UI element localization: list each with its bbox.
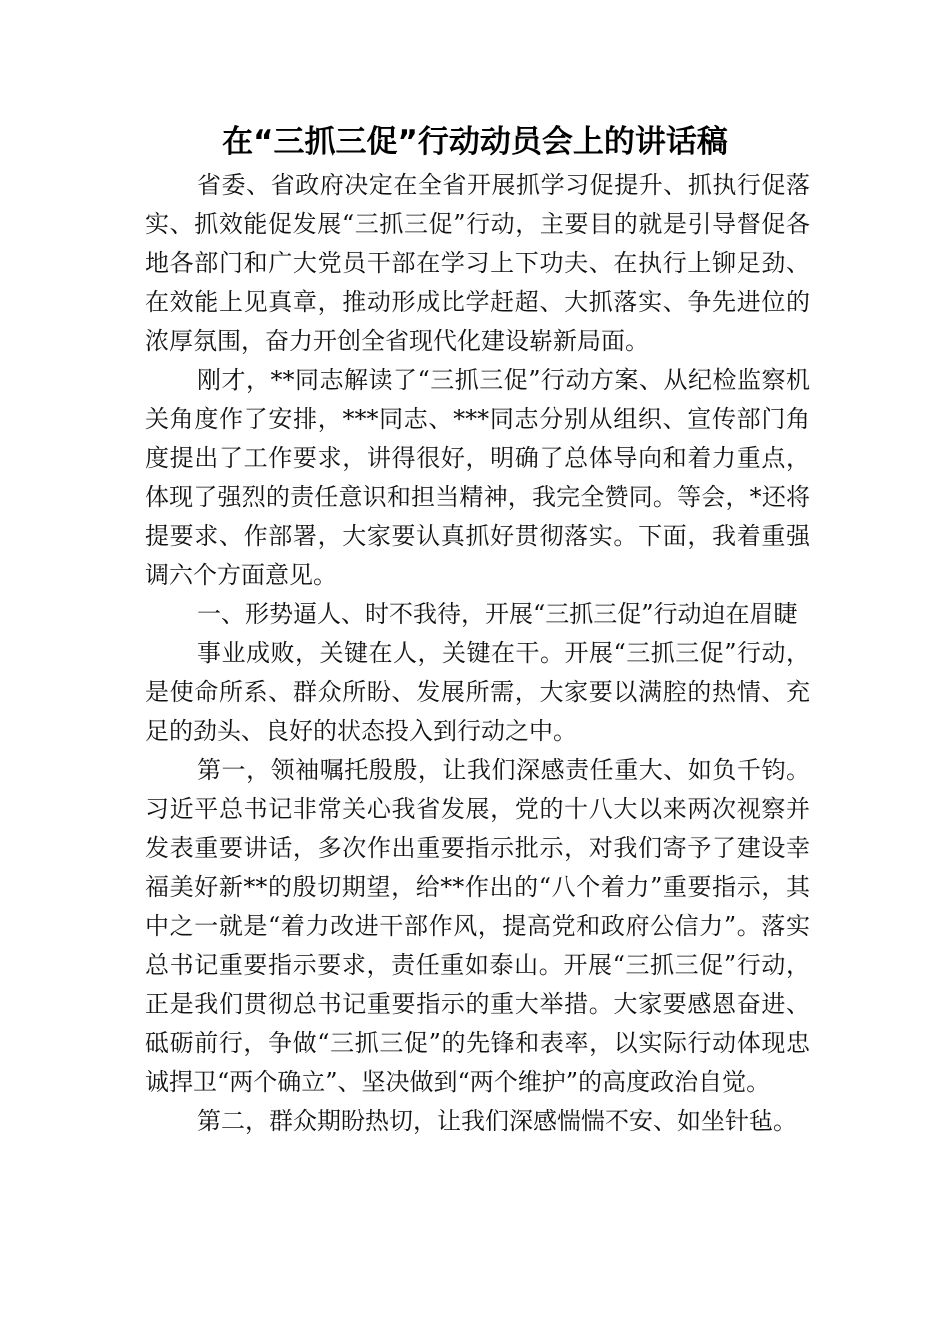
paragraph-intro: 省委、省政府决定在全省开展抓学习促提升、抓执行促落实、抓效能促发展“三抓三促”行动，主要目的就是引导督促各地各部门和广大党员干部在学习上下功夫、在执行上铆足劲、在效能上见真章，推动形成比学赶超、大抓落实、争先进位的浓厚氛围，奋力开创全省现代化建设崭新局面。	[145, 171, 810, 355]
document-title: 在“三抓三促”行动动员会上的讲话稿	[222, 124, 728, 160]
paragraph-point-1: 第一，领袖嘱托殷殷，让我们深感责任重大、如负千钧。习近平总书记非常关心我省发展，党的十八大以来两次视察并发表重要讲话，多次作出重要指示批示，对我们寄予了建设幸福美好新**的殷切期望，给**作出的“八个着力”重要指示，其中之一就是“着力改进干部作风，提高党和政府公信力”。落实总书记重要指示要求，责任重如泰山。开展“三抓三促”行动，正是我们贯彻总书记重要指示的重大举措。大家要感恩奋进、砥砺前行，争做“三抓三促”的先锋和表率，以实际行动体现忠诚捍卫“两个确立”、坚决做到“两个维护”的高度政治自觉。	[145, 756, 810, 1096]
paragraph-point-2: 第二，群众期盼热切，让我们深感惴惴不安、如坐针毡。	[197, 1107, 797, 1135]
paragraph-context: 刚才，**同志解读了“三抓三促”行动方案、从纪检监察机关角度作了安排，***同志、***同志分别从组织、宣传部门角度提出了工作要求，讲得很好，明确了总体导向和着力重点，体现了强烈的责任意识和担当精神，我完全赞同。等会，*还将提要求、作部署，大家要认真抓好贯彻落实。下面，我着重强调六个方面意见。	[145, 366, 810, 589]
document-body	[145, 166, 810, 1141]
paragraph-section-1-intro: 事业成败，关键在人，关键在干。开展“三抓三促”行动，是使命所系、群众所盼、发展所需，大家要以满腔的热情、充足的劲头、良好的状态投入到行动之中。	[145, 639, 810, 745]
section-heading-1: 一、形势逼人、时不我待，开展“三抓三促”行动迫在眉睫	[197, 600, 798, 628]
